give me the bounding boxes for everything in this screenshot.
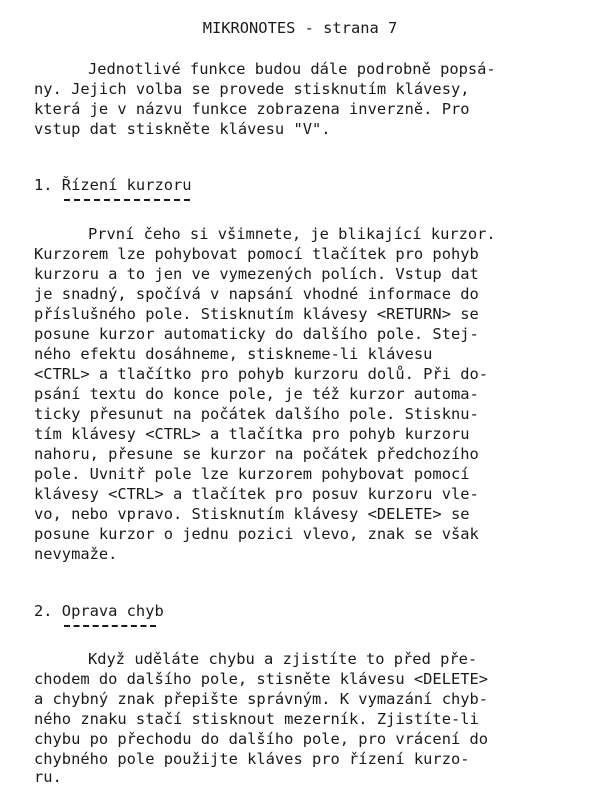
intro-line: ny. Jejich volba se provede stisknutím klávesy,: [34, 80, 470, 98]
section2-line: chodem do dalšího pole, stisněte klávesu <DELETE>: [34, 670, 489, 688]
section1-line: <CTRL> a tlačítko pro pohyb kurzoru dolů. Při do-: [34, 365, 489, 383]
section1-line: tím klávesy <CTRL> a tlačítka pro pohyb kurzoru: [34, 425, 470, 443]
section1-line: pole. Uvnitř pole lze kurzorem pohybovat pomocí: [34, 465, 470, 483]
section2-line: ného znaku stačí stisknout mezerník. Zjistíte-li: [34, 710, 479, 728]
section2-line: chybu po přechodu do dalšího pole, pro vrácení do: [34, 730, 489, 748]
section1-line: psání textu do konce pole, je též kurzor automa-: [34, 385, 479, 403]
section1-line: nahoru, přesune se kurzor na počátek předchozího: [34, 445, 479, 463]
section1-line: klávesy <CTRL> a tlačítek pro posuv kurzoru vle-: [34, 485, 479, 503]
intro-line: Jednotlivé funkce budou dále podrobně popsá-: [88, 60, 496, 78]
section1-line: vo, nebo vpravo. Stisknutím klávesy <DELETE> se: [34, 505, 470, 523]
section2-line: chybného pole použijte kláves pro řízení kurzo-: [34, 750, 470, 768]
section1-line: kurzoru a to jen ve vymezených polích. Vstup dat: [34, 265, 479, 283]
section-heading-kurzor: 1. Řízení kurzoru: [34, 176, 192, 194]
section-heading-underline: [64, 199, 190, 201]
section1-line: ného efektu dosáhneme, stiskneme-li klávesu: [34, 345, 433, 363]
section1-line: Kurzorem lze pohybovat pomocí tlačítek pro pohyb: [34, 245, 479, 263]
section2-line: Když uděláte chybu a zjistíte to před pře-: [88, 650, 478, 668]
section1-line: První čeho si všimnete, je blikající kurzor.: [88, 225, 496, 243]
intro-line: vstup dat stiskněte klávesu "V".: [34, 120, 331, 138]
section1-line: posune kurzor o jednu pozici vlevo, znak se však: [34, 525, 479, 543]
section2-line: a chybný znak přepište správným. K vymazání chyb-: [34, 690, 489, 708]
section1-line: ticky přesunut na počátek dalšího pole. Stisknu-: [34, 405, 479, 423]
section-heading-oprava: 2. Oprava chyb: [34, 602, 164, 620]
section1-line: posune kurzor automaticky do dalšího pole. Stej-: [34, 325, 479, 343]
section-heading-underline: [64, 625, 156, 627]
intro-line: která je v názvu funkce zobrazena inverzně. Pro: [34, 100, 470, 118]
page-title: MIKRONOTES - strana 7: [202, 19, 398, 37]
section1-line: nevymaže.: [34, 545, 118, 563]
section1-line: je snadný, spočívá v napsání vhodné informace do: [34, 285, 479, 303]
section1-line: příslušného pole. Stisknutím klávesy <RETURN> se: [34, 305, 479, 323]
section2-line: ru.: [34, 768, 62, 786]
